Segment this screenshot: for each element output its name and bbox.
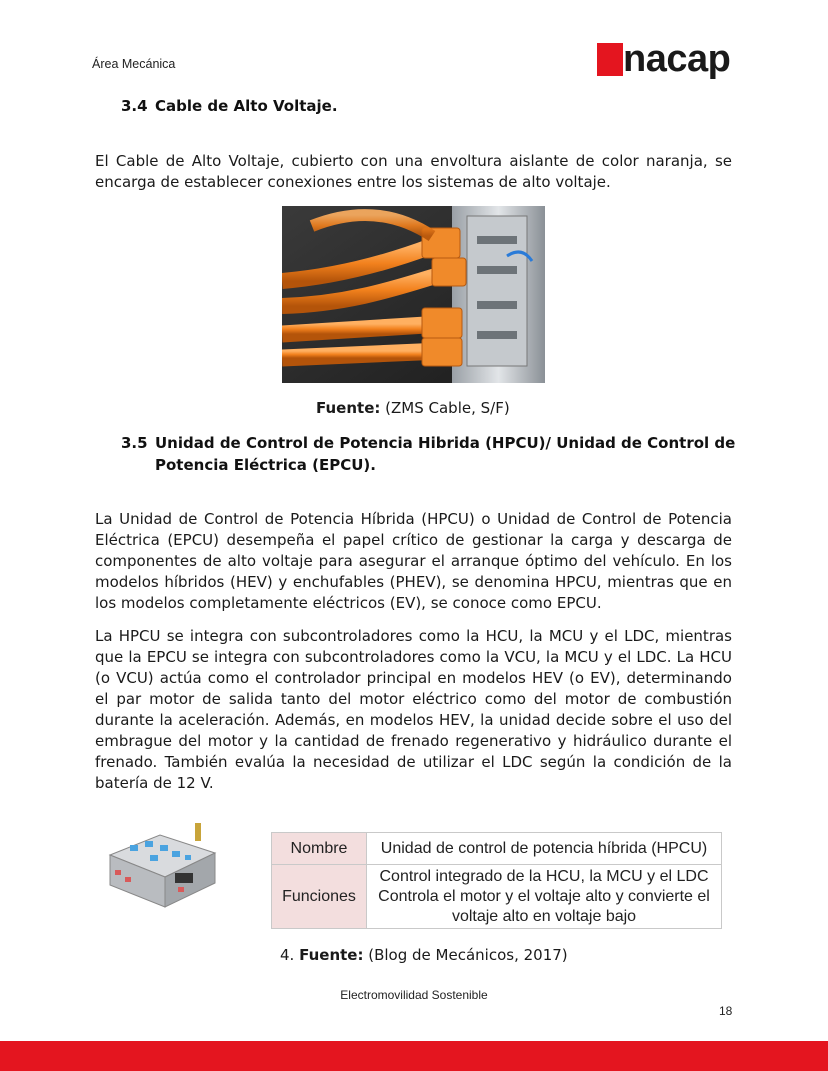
- hpcu-illustration-icon: [100, 815, 220, 915]
- caption-source: (Blog de Mecánicos, 2017): [368, 946, 568, 964]
- paragraph: El Cable de Alto Voltaje, cubierto con una envoltura aislante de color naranja, se encarga de establecer conexiones entre los sistemas de alto voltaje.: [95, 152, 732, 191]
- table-value-funciones: [367, 865, 722, 929]
- logo-red-block-icon: [597, 43, 623, 76]
- paragraph: La Unidad de Control de Potencia Híbrida (HPCU) o Unidad de Control de Potencia Eléctrica (EPCU) desempeña el papel crítico de gestionar la carga y descarga de componentes de alto voltaje para asegurar el arranque óptimo del vehículo. En los modelos híbridos (HEV) y enchufables (PHEV), se denomina HPCU, mientras que en los modelos completamente eléctricos (EV), se conoce como EPCU.: [95, 510, 732, 612]
- figure-caption: [316, 399, 510, 417]
- cable-photo-illustration-icon: [282, 206, 545, 383]
- caption-label: Fuente:: [316, 399, 381, 417]
- section-number: 3.4: [121, 97, 148, 115]
- caption-source: (ZMS Cable, S/F): [385, 399, 510, 417]
- header-area-label: Área Mecánica: [92, 57, 176, 71]
- footer-red-bar: [0, 1041, 828, 1071]
- section-title: Unidad de Control de Potencia Hibrida (HPCU)/ Unidad de Control de Potencia Eléctrica (EPCU).: [155, 434, 736, 474]
- caption-number: 4.: [280, 946, 295, 964]
- logo-text: nacap: [623, 38, 731, 80]
- hpcu-unit-image: [100, 815, 220, 915]
- footer-text: Electromovilidad Sostenible: [340, 988, 488, 1002]
- table-label-funciones: Funciones: [272, 865, 367, 929]
- funciones-line: Control integrado de la HCU, la MCU y el LDC: [379, 867, 709, 885]
- page-number: 18: [719, 1004, 733, 1018]
- table-row: [272, 833, 722, 865]
- hpcu-info-table: [271, 832, 722, 929]
- section-title: Cable de Alto Voltaje.: [155, 97, 338, 115]
- section-number: 3.5: [121, 434, 148, 452]
- paragraph: La HPCU se integra con subcontroladores como la HCU, la MCU y el LDC, mientras que la EPCU se integra con subcontroladores como la VCU, la MCU y el LDC. La HCU (o VCU) actúa como el controlador principal en modelos HEV (o EV), determinando el par motor de salida tanto del motor eléctrico como del motor de combustión durante la aceleración. Además, en modelos HEV, la unidad decide sobre el uso del embrague del motor y la cantidad de frenado regenerativo y hidráulico durante el frenado. También evalúa la necesidad de utilizar el LDC según la condición de la batería de 12 V.: [95, 627, 732, 792]
- section-heading-3-5: [121, 432, 736, 476]
- table-value-nombre: Unidad de control de potencia híbrida (HPCU): [367, 833, 722, 865]
- inacap-logo: [597, 38, 737, 86]
- funciones-line: voltaje alto en voltaje bajo: [451, 907, 637, 925]
- figure-caption: [280, 946, 568, 964]
- caption-label: Fuente:: [299, 946, 364, 964]
- high-voltage-cable-photo: [282, 206, 545, 383]
- funciones-line: Controla el motor y el voltaje alto y convierte el: [378, 887, 710, 905]
- table-label-nombre: Nombre: [272, 833, 367, 865]
- section-heading-3-4: [121, 95, 338, 117]
- table-row: [272, 865, 722, 929]
